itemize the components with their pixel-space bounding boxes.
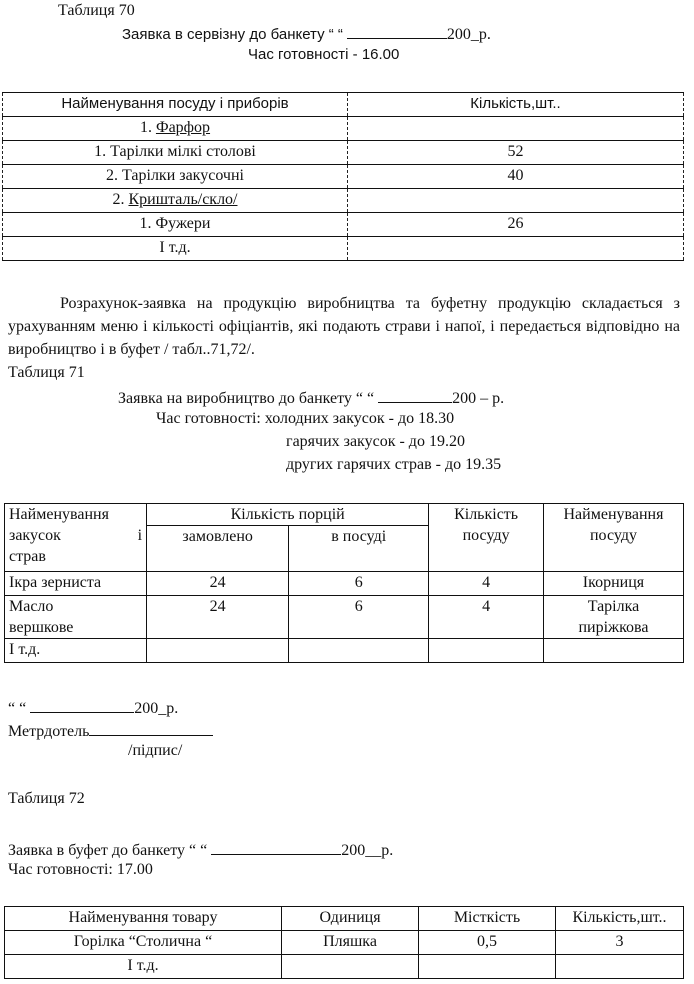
header-line: Кількість (454, 506, 519, 523)
category-number: 1. (139, 119, 156, 136)
in-dish-header: в посуді (289, 526, 429, 572)
category-number: 2. (112, 191, 129, 208)
sign-date-blank (30, 696, 134, 713)
in-dish-cell: 6 (289, 572, 429, 596)
in-dish-cell: 6 (289, 596, 429, 639)
column-header: Одиниця (282, 907, 419, 931)
cell-line: пиріжкова (578, 619, 649, 636)
name-header-line: страв (9, 548, 46, 565)
table70-ready-time: Час готовності - 16.00 (248, 46, 400, 63)
table-row (3, 165, 684, 189)
name-header-line (9, 525, 142, 546)
table72-label: Таблиця 72 (8, 790, 85, 807)
table-row (3, 141, 684, 165)
portions-header: Кількість порцій (147, 504, 429, 526)
qty-cell: 26 (348, 213, 684, 237)
cell-line: Тарілка (587, 598, 640, 615)
category-name: Фарфор (155, 119, 211, 136)
serving-dish-cell (543, 596, 683, 639)
capacity-cell: 0,5 (419, 931, 556, 955)
unit-cell (282, 955, 419, 979)
item-cell: 1. Тарілки мілкі столові (3, 141, 348, 165)
qty-cell (348, 237, 684, 261)
product-cell: Горілка “Столична “ (5, 931, 282, 955)
table72-title-year: 200__р. (341, 842, 394, 859)
table70-title (122, 22, 491, 44)
table70 (2, 92, 684, 261)
table-row (5, 931, 684, 955)
name-header (5, 504, 147, 572)
table70-title-text: Заявка в сервізну до банкету “ “ (122, 26, 343, 43)
name-header-word: закусок (9, 527, 61, 544)
ordered-cell: 24 (147, 596, 289, 639)
dish-count-cell (429, 639, 544, 663)
table71-label: Таблиця 71 (8, 364, 85, 381)
table-header-row (3, 93, 684, 117)
table72-title (8, 838, 393, 860)
qty-cell (556, 955, 684, 979)
qty-cell (348, 117, 684, 141)
qty-cell (348, 189, 684, 213)
table72-title-text: Заявка в буфет до банкету “ “ (8, 842, 208, 859)
header-line: посуду (462, 527, 510, 544)
dish-name-cell: Ікра зерниста (5, 572, 147, 596)
serving-dish-cell: Ікорниця (543, 572, 683, 596)
maitre-label: Метрдотель (8, 723, 90, 740)
product-cell: І т.д. (5, 955, 282, 979)
table-row (3, 213, 684, 237)
item-cell: 1. Фужери (3, 213, 348, 237)
name-header-line: Найменування (9, 506, 109, 523)
sign-date-year: 200_р. (134, 700, 179, 717)
column-header: Найменування посуду і приборів (3, 93, 348, 117)
table71-ready-hot-snacks: гарячих закусок - до 19.20 (286, 433, 465, 450)
dish-name-header (543, 504, 683, 572)
item-cell: 2. Тарілки закусочні (3, 165, 348, 189)
table71 (4, 503, 684, 663)
table-row (5, 572, 684, 596)
table70-date-blank (347, 22, 447, 39)
table71-title-year: 200 – р. (452, 390, 505, 407)
table-header-row (5, 504, 684, 526)
ordered-cell: 24 (147, 572, 289, 596)
dish-name-cell: І т.д. (5, 639, 147, 663)
in-dish-cell (289, 639, 429, 663)
qty-cell: 52 (348, 141, 684, 165)
column-header: Кількість,шт.. (348, 93, 684, 117)
name-header-word: і (137, 527, 143, 544)
body-paragraph: Розрахунок-заявка на продукцію виробництва та буфетну продукцію складається з урахуванням меню і кількості офіціантів, які подають страви і напої, і передається відповідно на виробництво і в буфет / табл..71,72/. (8, 295, 680, 358)
cell-line: Масло (9, 598, 54, 615)
table-header-row (5, 907, 684, 931)
ordered-cell (147, 639, 289, 663)
table-row (3, 237, 684, 261)
dish-count-cell: 4 (429, 572, 544, 596)
header-line: Найменування (563, 506, 664, 523)
signature-blank (89, 719, 213, 736)
table-row (3, 117, 684, 141)
cell-line: вершкове (9, 619, 74, 636)
dish-count-cell: 4 (429, 596, 544, 639)
table71-ready-hot-dishes: других гарячих страв - до 19.35 (286, 456, 502, 473)
capacity-cell (419, 955, 556, 979)
sign-date (8, 696, 178, 718)
table71-date-blank (378, 386, 452, 403)
table72 (4, 906, 684, 979)
table71-ready-cold: Час готовності: холодних закусок - до 18.30 (156, 410, 455, 427)
category-cell (3, 189, 348, 213)
signature-caption: /підпис/ (128, 742, 183, 759)
table-row (3, 189, 684, 213)
column-header: Кількість,шт.. (556, 907, 684, 931)
table70-label: Таблиця 70 (58, 2, 135, 19)
column-header: Найменування товару (5, 907, 282, 931)
category-name: Кришталь/скло/ (128, 191, 238, 208)
column-header: Місткість (419, 907, 556, 931)
header-line: посуду (589, 527, 637, 544)
table-row (5, 639, 684, 663)
item-cell: І т.д. (3, 237, 348, 261)
table71-title (118, 386, 504, 408)
qty-cell: 40 (348, 165, 684, 189)
table-row (5, 596, 684, 639)
table71-title-text: Заявка на виробництво до банкету “ “ (118, 390, 375, 407)
category-cell (3, 117, 348, 141)
table72-date-blank (211, 838, 341, 855)
ordered-header: замовлено (147, 526, 289, 572)
sign-date-quotes: “ “ (8, 700, 27, 717)
dish-name-cell (5, 596, 147, 639)
qty-cell: 3 (556, 931, 684, 955)
dish-count-header (429, 504, 544, 572)
table70-title-year: 200_р. (446, 26, 491, 43)
table72-ready-time: Час готовності: 17.00 (8, 861, 153, 878)
serving-dish-cell (543, 639, 683, 663)
unit-cell: Пляшка (282, 931, 419, 955)
table-row (5, 955, 684, 979)
maitre-line (8, 719, 213, 741)
